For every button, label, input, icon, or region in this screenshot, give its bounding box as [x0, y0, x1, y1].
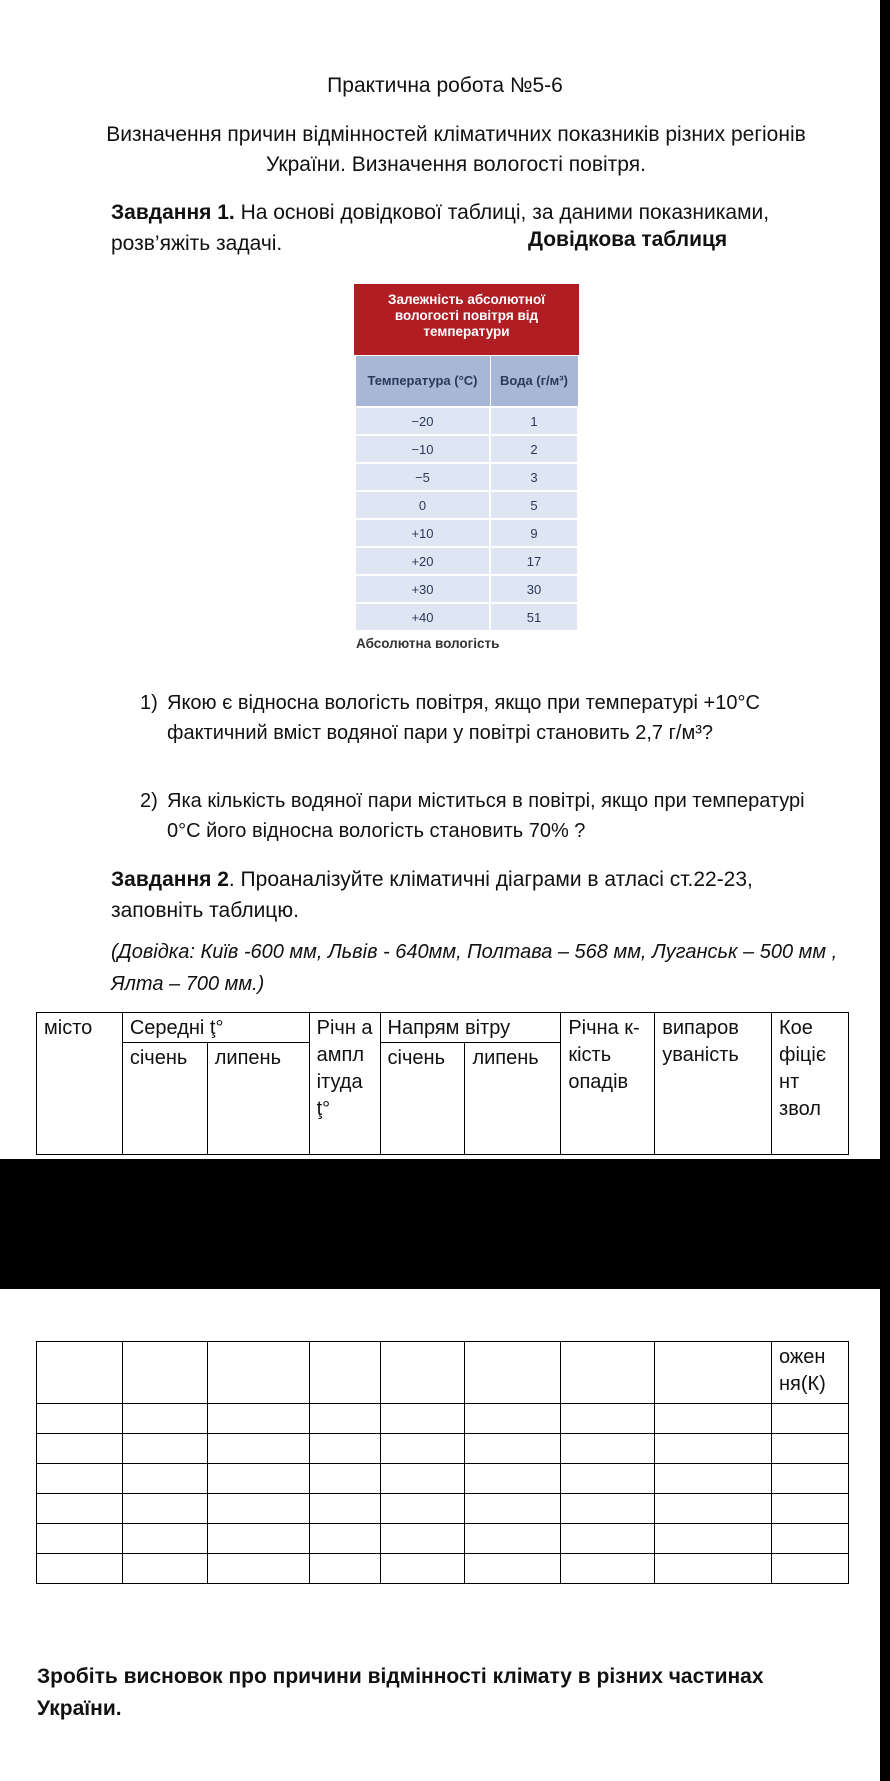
- table-cell[interactable]: [465, 1342, 561, 1404]
- reference-table-title: Залежність абсолютної вологості повітря від температури: [354, 284, 579, 355]
- temp-cell: +30: [355, 575, 490, 603]
- table-cell[interactable]: [122, 1342, 207, 1404]
- reference-table-caption: Абсолютна вологість: [356, 636, 500, 651]
- col-header-water: Вода (г/м³): [490, 356, 578, 408]
- table-row: [355, 407, 578, 435]
- task2-text: [111, 864, 811, 926]
- table-row: [37, 1494, 849, 1524]
- conclusion-text: Зробіть висновок про причини відмінності клімату в різних частинах України.: [37, 1665, 764, 1720]
- table-row: [37, 1554, 849, 1584]
- header-coefficient: Кое фіціє нт звол: [772, 1013, 849, 1155]
- humidity-table: [354, 355, 579, 632]
- climate-table-header: [36, 1012, 849, 1155]
- table-cell[interactable]: [37, 1342, 123, 1404]
- header-precipitation: Річна к-кість опадів: [561, 1013, 655, 1155]
- temp-cell: +10: [355, 519, 490, 547]
- question-2: [140, 786, 820, 846]
- table-row: [355, 463, 578, 491]
- table-row: [37, 1524, 849, 1554]
- header-evaporation: випаров уваність: [655, 1013, 772, 1155]
- table-cell[interactable]: [380, 1342, 465, 1404]
- page-subtitle: Визначення причин відмінностей кліматичних показників різних регіонів України. Визначення вологості повітря.: [106, 123, 806, 176]
- table-row: [355, 491, 578, 519]
- table-cell[interactable]: [561, 1342, 655, 1404]
- reference-table: [354, 284, 579, 651]
- task1-instructions: На основі довідкової таблиці, за даними показниками, розв’яжіть задачі.: [111, 201, 770, 255]
- task2-note: (Довідка: Київ -600 мм, Львів - 640мм, Полтава – 568 мм, Луганськ – 500 мм , Ялта – 700 мм.): [111, 941, 838, 995]
- table-row: [355, 575, 578, 603]
- table-cell[interactable]: [207, 1342, 309, 1404]
- table-cell[interactable]: [655, 1342, 772, 1404]
- table-row: [355, 519, 578, 547]
- question-number: 2): [140, 790, 158, 812]
- table-row: [37, 1342, 849, 1404]
- table-row: [37, 1464, 849, 1494]
- col-header-temperature: Температура (°C): [355, 356, 490, 408]
- header-wind-jul: липень: [465, 1043, 561, 1155]
- task2-instructions: . Проаналізуйте кліматичні діаграми в атласі ст.22-23, заповніть таблицю.: [111, 868, 753, 922]
- table-cell[interactable]: [309, 1342, 380, 1404]
- header-avg-jan: січень: [122, 1043, 207, 1155]
- table-row: [355, 547, 578, 575]
- climate-table-body: [36, 1341, 849, 1584]
- table-row: [37, 1404, 849, 1434]
- question-text: Якою є відносна вологість повітря, якщо при температурі +10°С фактичний вміст водяної пари у повітрі становить 2,7 г/м³?: [167, 692, 760, 744]
- question-1: [140, 688, 820, 748]
- temp-cell: −10: [355, 435, 490, 463]
- header-wind: Напрям вітру: [380, 1013, 561, 1043]
- temp-cell: +40: [355, 603, 490, 631]
- water-cell: 30: [490, 575, 578, 603]
- task1-label: Завдання 1.: [111, 201, 235, 224]
- temp-cell: −5: [355, 463, 490, 491]
- task2-label: Завдання 2: [111, 868, 229, 891]
- table-row: [355, 435, 578, 463]
- table-row: [355, 603, 578, 631]
- reference-table-heading: Довідкова таблиця: [528, 228, 728, 251]
- header-wind-jan: січень: [380, 1043, 465, 1155]
- water-cell: 3: [490, 463, 578, 491]
- table-row: [37, 1434, 849, 1464]
- right-border: [880, 0, 890, 1781]
- water-cell: 5: [490, 491, 578, 519]
- question-number: 1): [140, 692, 158, 714]
- header-coefficient-cont: ожен ня(К): [771, 1342, 848, 1404]
- water-cell: 2: [490, 435, 578, 463]
- temp-cell: −20: [355, 407, 490, 435]
- temp-cell: 0: [355, 491, 490, 519]
- temp-cell: +20: [355, 547, 490, 575]
- water-cell: 51: [490, 603, 578, 631]
- header-avg-jul: липень: [207, 1043, 309, 1155]
- header-amplitude: Річн а ампл ітуда ţ°: [309, 1013, 380, 1155]
- water-cell: 1: [490, 407, 578, 435]
- page-title: Практична робота №5-6: [327, 74, 563, 97]
- question-text: Яка кількість водяної пари міститься в повітрі, якщо при температурі 0°С його відносна вологість становить 70% ?: [167, 790, 805, 842]
- header-avg-temp: Середні ţ°: [122, 1013, 309, 1043]
- header-city: місто: [37, 1013, 123, 1155]
- black-band: [0, 1159, 890, 1289]
- water-cell: 9: [490, 519, 578, 547]
- water-cell: 17: [490, 547, 578, 575]
